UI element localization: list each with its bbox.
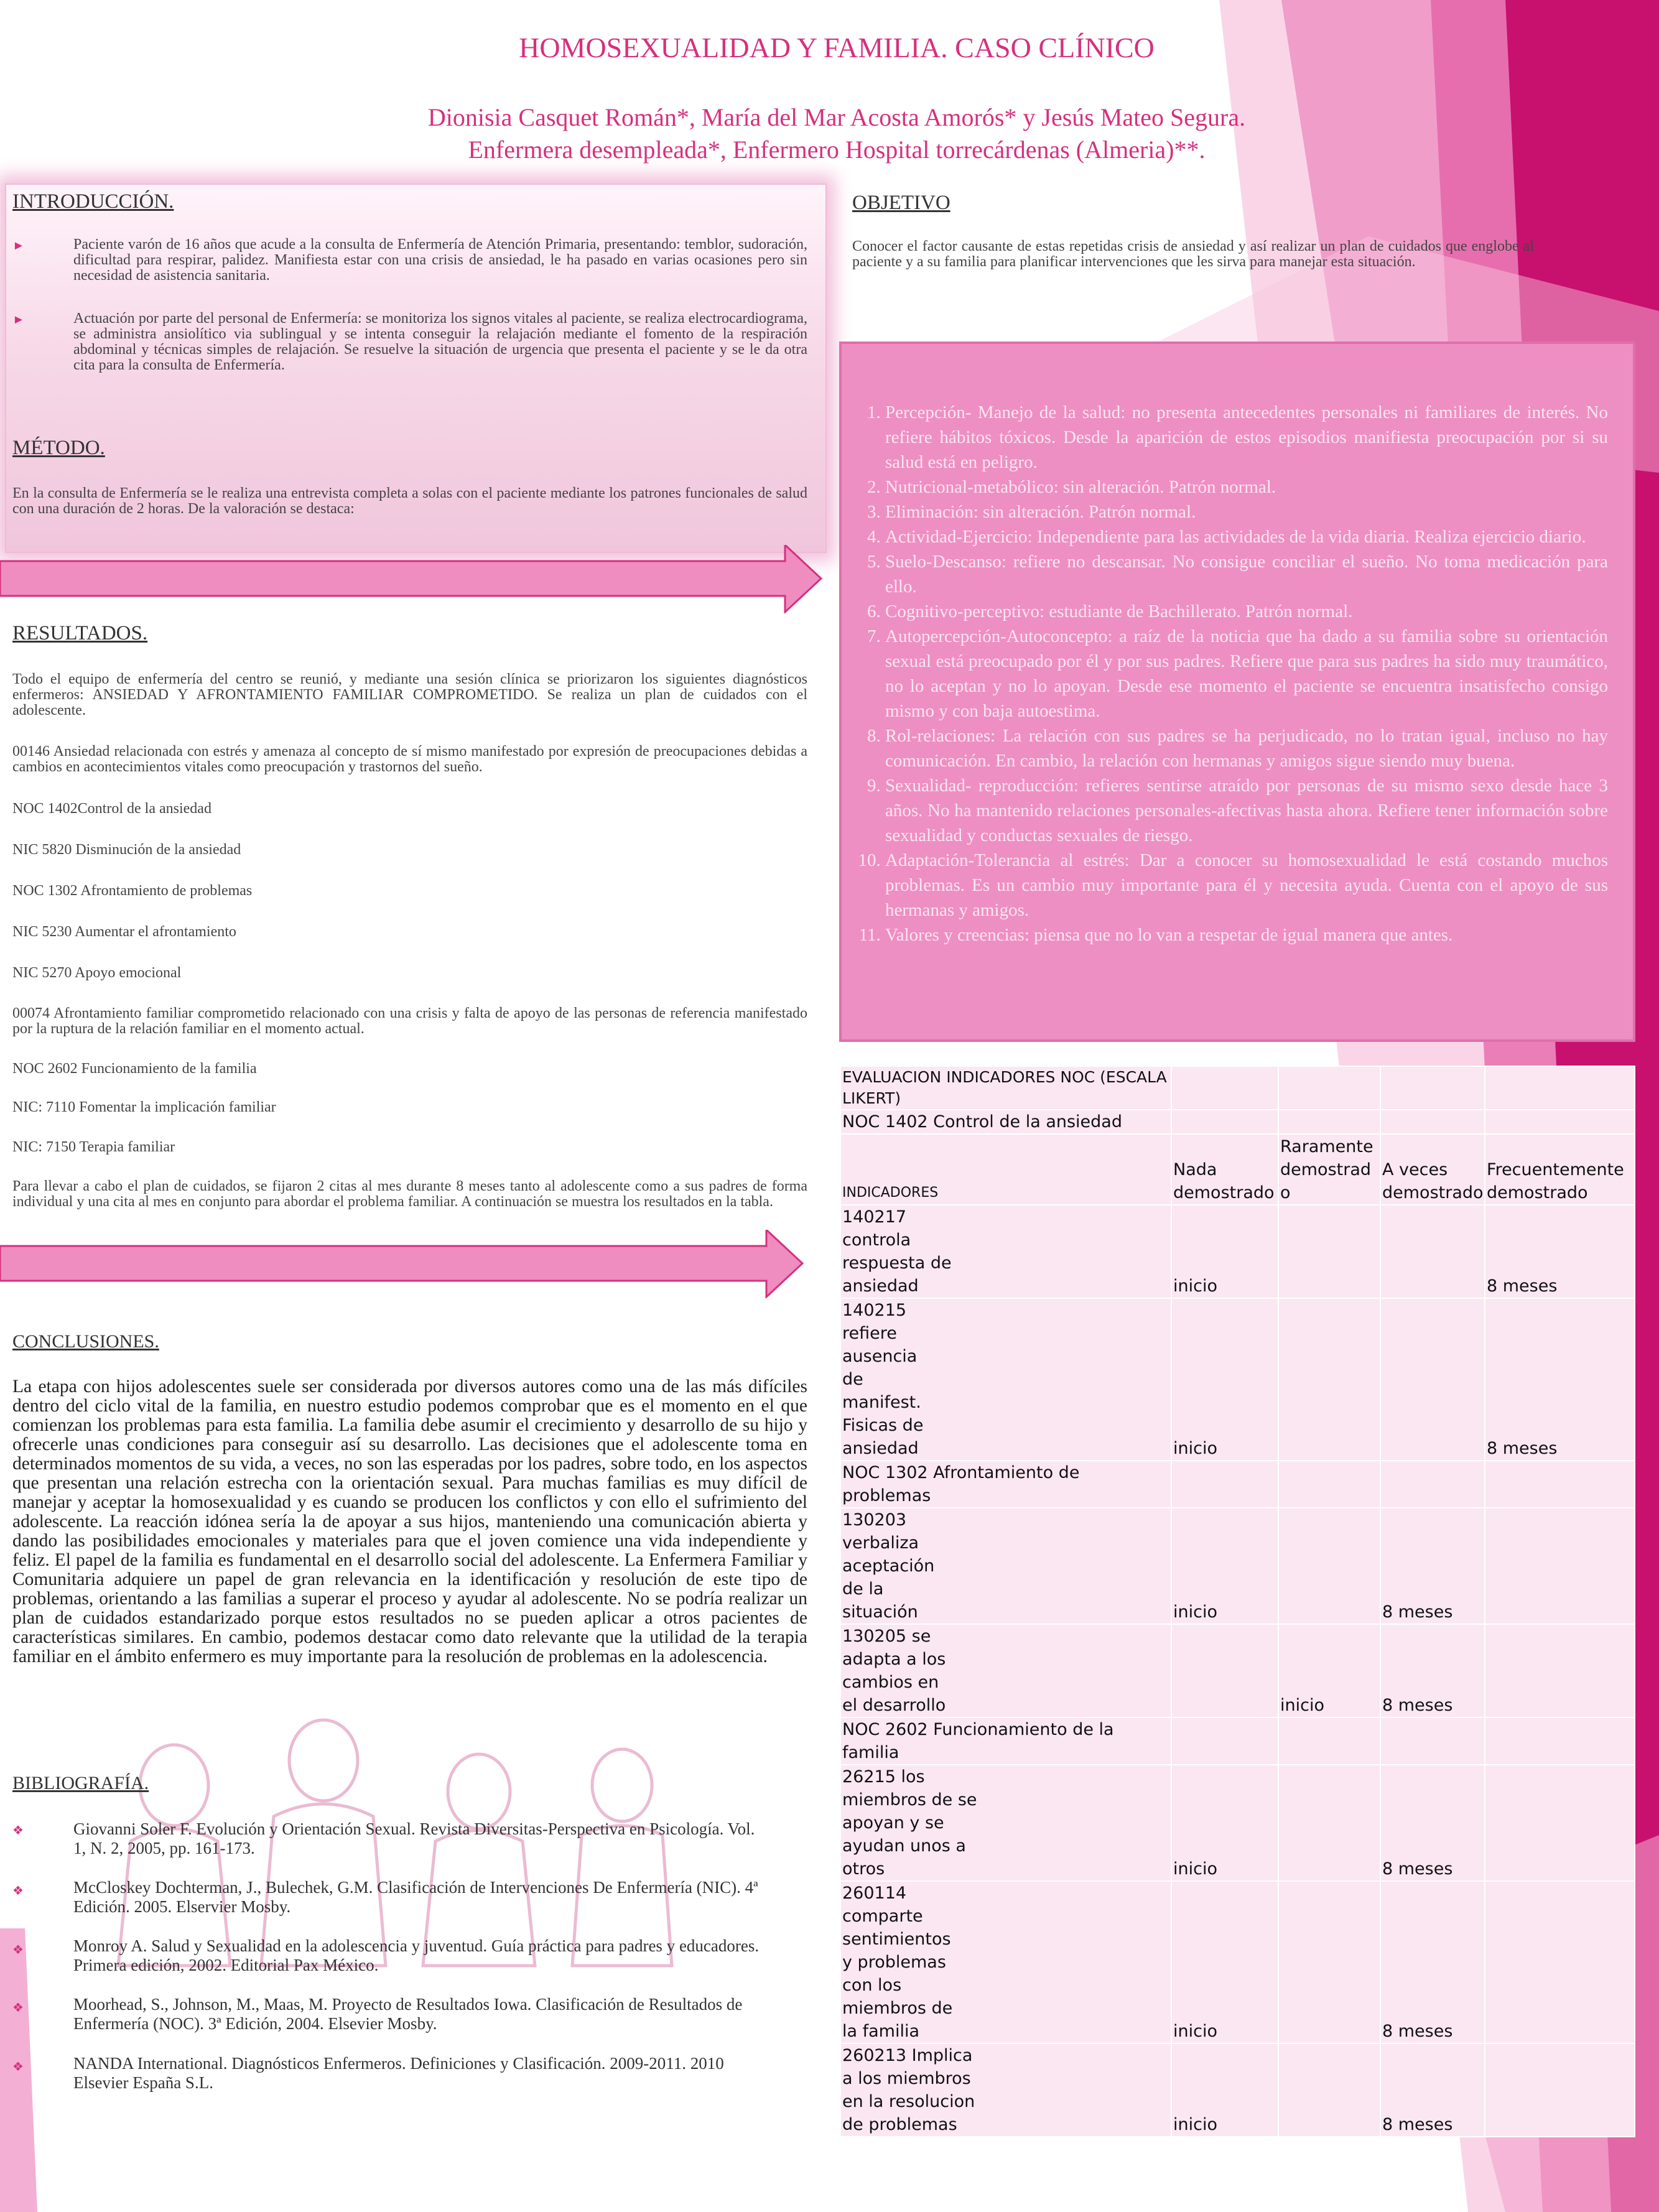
bibliografia-item: Giovanni Soler F. Evolución y Orientación Sexual. Revista Diversitas-Perspectiva en Psicología. Vol. 1, N. 2, 2005, pp. 161-173. [73,1819,755,1857]
resultados-line-2: NIC 5820 Disminución de la ansiedad [12,842,241,858]
table-cell: inicio [1278,1624,1380,1717]
table-row [840,1298,1635,1461]
table-section-row [840,1717,1635,1765]
patron-item: 8. Rol-relaciones: La relación con sus padres se ha perjudicado, no lo tratan igual, incluso no hay comunicación. En cambio, la relación con hermanas y amigos sigue siendo muy buena. [885,723,1608,773]
conclusiones-heading: CONCLUSIONES. [12,1331,159,1352]
table-section-label: NOC 2602 Funcionamiento de la familia [842,1720,1114,1762]
bullet-icon: ❖ [12,2060,24,2074]
resultados-paragraph-2: 00146 Ansiedad relacionada con estrés y amenaza al concepto de sí mismo manifestado por expresión de preocupaciones debidas a cambios en acontecimientos vitales como preocupación y trastornos del sueño. [12,743,807,775]
patron-item: 2. Nutricional-metabólico: sin alteración. Patrón normal. [885,475,1608,500]
bibliografia-item: Moorhead, S., Johnson, M., Maas, M. Proyecto de Resultados Iowa. Clasificación de Resultados de Enfermería (NOC). 3ª Edición, 2004. Elsevier Mosby. [73,1995,743,2033]
resultados-line-5: NIC 5270 Apoyo emocional [12,965,182,981]
bibliografia-item: NANDA International. Diagnósticos Enfermeros. Definiciones y Clasificación. 2009-2011. 2010 Elsevier España S.L. [73,2054,724,2092]
table-cell [1485,1881,1635,2043]
bullet-icon: ❖ [12,2001,24,2015]
table-row [840,2043,1635,2137]
bibliografia-item: Monroy A. Salud y Sexualidad en la adolescencia y juventud. Guía práctica para padres y educadores. Primera edición, 2002. Editorial Pax México. [73,1936,760,1974]
bibliografia-item: McCloskey Dochterman, J., Bulechek, G.M. Clasificación de Intervenciones De Enfermería (NIC). 4ª Edición. 2005. Elservier Mosby. [73,1878,758,1916]
column-header: A veces demostrado [1380,1134,1485,1205]
indicator-cell: 140215 refiere ausencia de manifest. Fisicas de ansiedad [842,1301,924,1458]
patron-item: 7. Autopercepción-Autoconcepto: a raíz de la noticia que ha dado a su familia sobre su orientación sexual está preocupado por él y por sus padres. Refiere que para sus padres ha sido muy traumático, no lo aceptan y no lo apoyan. Desde ese momento el paciente se encuentra insatisfecho consigo mismo y con baja autoestima. [885,624,1608,723]
resultados-line-6: NOC 2602 Funcionamiento de la familia [12,1061,257,1077]
table-cell [1485,1508,1635,1624]
column-header: INDICADORES [840,1134,1171,1205]
objetivo-paragraph: Conocer el factor causante de estas repetidas crisis de ansiedad y así realizar un plan de cuidados que englobe al paciente y a su familia para planificar intervenciones que les sirva para manejar esta situación. [852,238,1534,270]
table-row [840,1205,1635,1298]
poster-title: HOMOSEXUALIDAD Y FAMILIA. CASO CLÍNICO [519,32,1155,63]
resultados-line-8: NIC: 7150 Terapia familiar [12,1139,175,1155]
patron-item: 1. Percepción- Manejo de la salud: no presenta antecedentes personales ni familiares de interés. No refiere hábitos tóxicos. Desde la aparición de estos episodios manifiesta preocupación por si su salud está en peligro. [885,400,1608,475]
patron-item: 4. Actividad-Ejercicio: Independiente para las actividades de la vida diaria. Realiza ejercicio diario. [885,524,1608,549]
patron-item: 6. Cognitivo-perceptivo: estudiante de Bachillerato. Patrón normal. [885,599,1608,624]
table-cell: inicio [1171,1881,1278,2043]
table-cell [1171,1624,1278,1717]
table-cell: inicio [1171,1508,1278,1624]
table-section-row [840,1110,1635,1134]
authors-line: Dionisia Casquet Román*, María del Mar Acosta Amorós* y Jesús Mateo Segura. [427,103,1246,131]
table-cell: 8 meses [1380,1765,1485,1881]
table-cell [1278,1508,1380,1624]
patron-item: 11. Valores y creencias: piensa que no lo van a respetar de igual manera que antes. [885,922,1608,947]
resultados-paragraph-3: 00074 Afrontamiento familiar comprometido relacionado con una crisis y falta de apoyo de las personas de referencia manifestado por la ruptura de la relación familiar en el momento actual. [12,1005,807,1037]
resultados-paragraph-4: Para llevar a cabo el plan de cuidados, se fijaron 2 citas al mes durante 8 meses tanto al adolescente como a sus padres de forma individual y una cita al mes en conjunto para abordar el problema familiar. A continuación se muestra los resultados en la tabla. [12,1178,807,1210]
table-cell: inicio [1171,2043,1278,2137]
patron-item: 10. Adaptación-Tolerancia al estrés: Dar a conocer su homosexualidad le está costando muchos problemas. Es un cambio muy importante para él y necesita ayuda. Cuenta con el apoyo de sus hermanas y amigos. [885,848,1608,922]
table-row [840,1508,1635,1624]
table-cell [1278,1881,1380,2043]
bullet-icon: ❖ [12,1884,24,1898]
table-cell: inicio [1171,1205,1278,1298]
bullet-icon: ❖ [12,1943,24,1957]
table-row [840,1765,1635,1881]
resultados-line-7: NIC: 7110 Fomentar la implicación familiar [12,1099,276,1115]
column-header: Raramente demostrad o [1278,1134,1380,1205]
objetivo-heading: OBJETIVO [852,192,950,214]
table-cell: inicio [1171,1298,1278,1461]
metodo-paragraph: En la consulta de Enfermería se le realiza una entrevista completa a solas con el paciente mediante los patrones funcionales de salud con una duración de 2 horas. De la valoración se destaca: [12,485,807,517]
patron-item: 5. Suelo-Descanso: refiere no descansar. No consigue conciliar el sueño. No toma medicación para ello. [885,549,1608,599]
metodo-heading: MÉTODO. [12,437,105,459]
resultados-line-3: NOC 1302 Afrontamiento de problemas [12,883,253,899]
table-section-row [840,1461,1635,1508]
bullet-icon: ► [12,313,25,327]
resultados-line-1: NOC 1402Control de la ansiedad [12,801,211,817]
table-section-label: NOC 1302 Afrontamiento de problemas [842,1463,1080,1505]
affiliation-line: Enfermera desempleada*, Enfermero Hospital torrecárdenas (Almeria)**. [468,136,1206,164]
table-cell: 8 meses [1485,1205,1635,1298]
table-row [840,1624,1635,1717]
column-header: Frecuentemente demostrado [1485,1134,1635,1205]
column-header: Nada demostrado [1171,1134,1278,1205]
noc-evaluation-table [840,1066,1635,2137]
table-cell: 8 meses [1380,1508,1485,1624]
patron-item: 3. Eliminación: sin alteración. Patrón normal. [885,500,1608,524]
patrones-list [842,344,1633,947]
table-cell [1278,2043,1380,2137]
patrones-panel [839,342,1635,1042]
indicator-cell: 260114 comparte sentimientos y problemas con los miembros de la familia [842,1884,953,2041]
bibliografia-heading: BIBLIOGRAFÍA. [12,1773,149,1793]
resultados-paragraph-1: Todo el equipo de enfermería del centro se reunió, y mediante una sesión clínica se priorizaron los siguientes diagnósticos enfermeros: ANSIEDAD Y AFRONTAMIENTO FAMILIAR COMPROMETIDO. Se realiza un plan de cuidados con el adolescente. [12,671,807,718]
arrow-to-patrones [0,545,827,613]
table-cell: 8 meses [1485,1298,1635,1461]
patron-item: 9. Sexualidad- reproducción: refieres sentirse atraído por personas de su mismo sexo desde hace 3 años. No ha mantenido relaciones personales-afectivas hasta ahora. Refiere tener información sobre sexualidad y conductas sexuales de riesgo. [885,773,1608,848]
intro-paragraph-1: Paciente varón de 16 años que acude a la consulta de Enfermería de Atención Primaria, presentando: temblor, sudoración, dificultad para respirar, palidez. Manifiesta estar con una crisis de ansiedad, le ha pasado en varias ocasiones pero sin necesidad de asistencia sanitaria. [73,236,807,284]
indicator-cell: 140217 controla respuesta de ansiedad [842,1207,952,1296]
table-title: EVALUACION INDICADORES NOC (ESCALA LIKERT) [840,1066,1171,1110]
table-cell [1485,1624,1635,1717]
table-cell: 8 meses [1380,1881,1485,2043]
conclusiones-paragraph: La etapa con hijos adolescentes suele ser considerada por diversos autores como una de las más difíciles dentro del ciclo vital de la familia, en nuestro estudio podemos comprobar que es el momento en el que comienzan los problemas para esta familia. La familia debe asumir el crecimiento y desarrollo de su hijo y ofrecerle unas condiciones para conseguir así su desarrollo. Las decisiones que el adolescente toma en determinados momentos de su vida, a veces, no son las esperadas por los padres, sobre todo, en los aspectos que presentan una relación estrecha con la orientación sexual. Para muchas familias es muy difícil de manejar y aceptar la homosexualidad y es cuando se producen los conflictos y con ello el sufrimiento del adolescente. La reacción idónea sería la de apoyar a sus hijos, manteniendo una comunicación abierta y dando las posibilidades emocionales y materiales para que el joven comience una vida independiente y feliz. El papel de la familia es fundamental en el desarrollo social del adolescente. La Enfermera Familiar y Comunitaria adquiere un papel de gran relevancia en la identificación y resolución de este tipo de problemas, orientando a las familias a superar el proceso y ayudar al adolescente. No se podría realizar un plan de cuidados estandarizado porque estos resultados no se pueden aplicar a otros pacientes de características similares. En cambio, podemos destacar como dato relevante que la utilidad de la terapia familiar en el ámbito enfermero es muy importante para la resolución de problemas en la adolescencia. [12,1377,807,1666]
poster-header [348,31,1325,166]
resultados-line-4: NIC 5230 Aumentar el afrontamiento [12,924,236,940]
table-cell [1380,1298,1485,1461]
indicator-cell: 260213 Implica a los miembros en la resolucion de problemas [842,2046,975,2134]
resultados-heading: RESULTADOS. [12,622,148,644]
table-cell: inicio [1171,1765,1278,1881]
bullet-icon: ❖ [12,1824,24,1838]
arrow-to-table [0,1230,809,1298]
table-cell [1380,1205,1485,1298]
table-title-row [840,1066,1635,1110]
indicator-cell: 26215 los miembros de se apoyan y se ayudan unos a otros [842,1767,977,1879]
table-cell: 8 meses [1380,1624,1485,1717]
indicator-cell: 130205 se adapta a los cambios en el desarrollo [842,1627,946,1715]
table-cell [1278,1205,1380,1298]
bullet-icon: ► [12,239,25,253]
table-cell: 8 meses [1380,2043,1485,2137]
table-section-label: NOC 1402 Control de la ansiedad [840,1110,1171,1134]
table-row [840,1881,1635,2043]
table-cell [1278,1298,1380,1461]
intro-heading: INTRODUCCIÓN. [12,190,174,213]
table-cell [1278,1765,1380,1881]
table-cell [1485,1765,1635,1881]
intro-paragraph-2: Actuación por parte del personal de Enfermería: se monitoriza los signos vitales al paciente, se realiza electrocardiograma, se administra ansiolítico via sublingual y se intenta conseguir la relajación mediante el fomento de la respiración abdominal y técnicas simples de relajación. Se resuelve la situación de urgencia que presenta el paciente y se le da otra cita para la consulta de Enfermería. [73,310,807,373]
indicator-cell: 130203 verbaliza aceptación de la situación [842,1510,935,1622]
table-cell [1485,2043,1635,2137]
table-header-row [840,1134,1635,1205]
